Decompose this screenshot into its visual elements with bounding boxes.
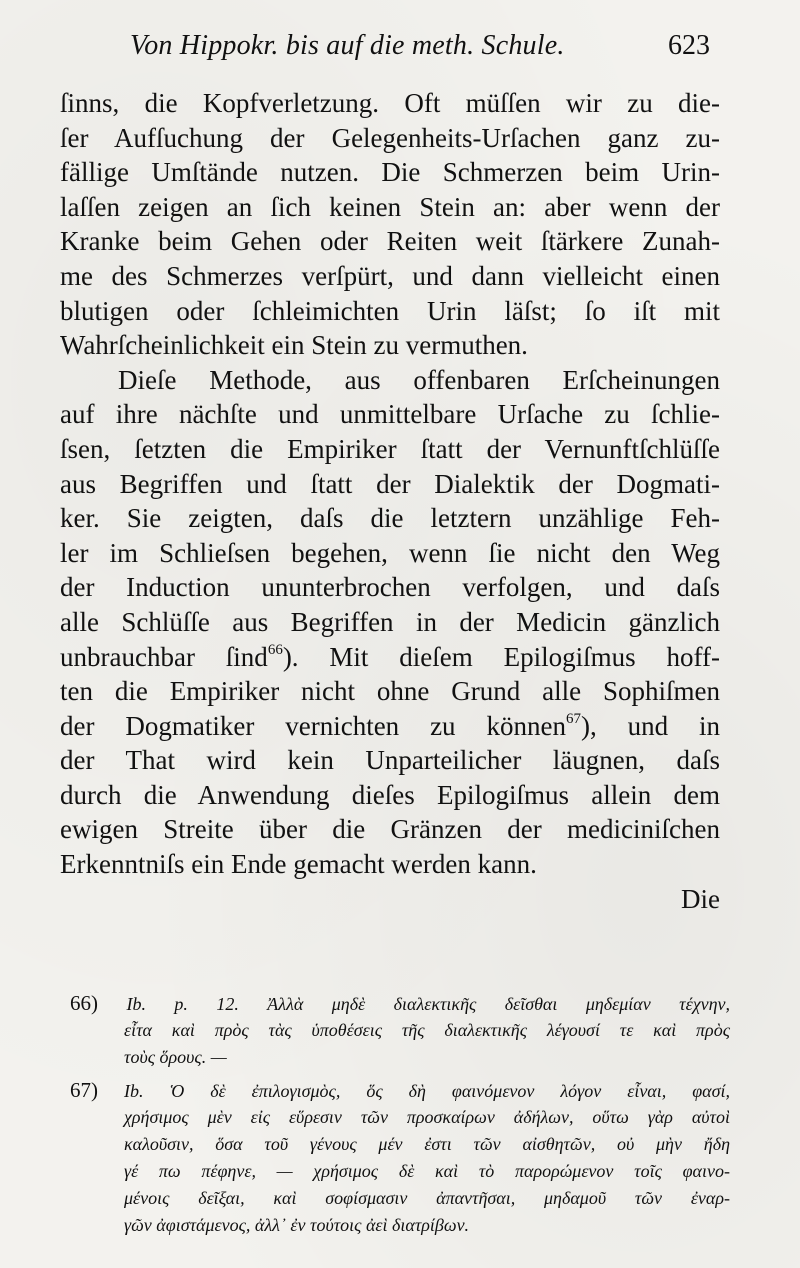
text-line: ler im Schlieſsen begehen, wenn ſie nicht den Weg xyxy=(60,537,720,568)
footnote-line: εἶτα καὶ πρὸς τὰς ὑποθέσεις τῆς διαλεκτικῆς λέγουσί τε καὶ πρὸς xyxy=(124,1020,730,1040)
text-line: laſſen zeigen an ſich keinen Stein an: aber wenn der xyxy=(60,191,720,222)
text-line xyxy=(60,640,720,675)
footnote-number: 67) xyxy=(70,1078,98,1102)
footnote-text: Ὁ δὲ ἐπιλογισμὸς, ὅς δὴ φαινόμενον λόγον εἶναι, φασί, xyxy=(169,1081,731,1101)
text-line: ten die Empiriker nicht ohne Grund alle Sophiſmen xyxy=(60,676,720,707)
text-line: alle Schlüſſe aus Begriffen in der Medicin gänzlich xyxy=(60,606,720,637)
text-line: Dieſe Methode, aus offenbaren Erſcheinungen xyxy=(118,364,720,395)
text-line: blutigen oder ſchleimichten Urin läſst; ſo iſt mit xyxy=(60,295,720,326)
footnote-line: χρήσιμος μὲν εἰς εὕρεσιν τῶν προσκαίρων ἀδήλων, οὕτω γὰρ αὐτοὶ xyxy=(124,1107,730,1127)
text-segment: ), und in xyxy=(580,710,720,741)
text-line: ewigen Streite über die Gränzen der mediciniſchen xyxy=(60,814,720,845)
footnote-text: Ἀλλὰ μηδὲ διαλεκτικῆς δεῖσθαι μηδεμίαν τέχνην, xyxy=(267,994,731,1014)
text-line: Erkenntniſs ein Ende gemacht werden kann. xyxy=(60,849,537,880)
text-segment: ). Mit dieſem Epilogiſmus hoff- xyxy=(282,641,721,672)
footnote-line: τοὺς ὅρους. — xyxy=(124,1047,227,1067)
text-line: auf ihre nächſte und unmittelbare Urſache zu ſchlie- xyxy=(60,399,720,430)
text-line: aus Begriffen und ſtatt der Dialektik der Dogmati- xyxy=(60,468,720,499)
text-line: ſinns, die Kopfverletzung. Oft müſſen wir zu die- xyxy=(60,88,720,118)
footnote-line: μένοις δεῖξαι, καὶ σοφίσμασιν ἀπαντῆσαι, μηδαμοῦ τῶν ἐναρ- xyxy=(124,1188,730,1208)
footnote-number: 66) xyxy=(70,991,98,1015)
catchword: Die xyxy=(681,883,720,914)
footnote-marker-67[interactable]: 67 xyxy=(565,710,581,727)
text-line: der That wird kein Unparteilicher läugnen, daſs xyxy=(60,745,720,776)
text-line: ker. Sie zeigten, daſs die letztern unzählige Feh- xyxy=(60,503,720,534)
running-title: Von Hippokr. bis auf die meth. Schule. xyxy=(130,30,565,61)
text-segment: unbrauchbar ſind xyxy=(60,641,268,672)
footnote-marker-66[interactable]: 66 xyxy=(267,641,283,658)
page-number: 623 xyxy=(668,30,710,61)
footnote-line: γέ πω πέφηνε, — χρήσιμος δὲ καὶ τὸ παρορώμενον τοῖς φαινο- xyxy=(124,1161,730,1181)
text-line: Kranke beim Gehen oder Reiten weit ſtärkere Zunah- xyxy=(60,226,720,257)
footnotes xyxy=(70,990,730,1245)
footnote-66 xyxy=(70,990,730,1071)
main-text xyxy=(60,86,720,916)
footnote-reference: Ib. xyxy=(123,1081,144,1101)
text-line: durch die Anwendung dieſes Epilogiſmus allein dem xyxy=(60,779,720,810)
footnote-line: γῶν ἀφιστάμενος, ἀλλ᾽ ἐν τούτοις ἀεὶ διατρίβων. xyxy=(124,1215,470,1235)
text-line: fällige Umſtände nutzen. Die Schmerzen beim Urin- xyxy=(60,157,720,188)
footnote-67 xyxy=(70,1077,730,1239)
text-line xyxy=(60,709,720,744)
text-line: me des Schmerzes verſpürt, und dann vielleicht einen xyxy=(60,260,720,291)
footnote-line xyxy=(70,1077,730,1104)
footnote-line xyxy=(70,990,730,1017)
text-line: Wahrſcheinlichkeit ein Stein zu vermuthen. xyxy=(60,330,528,361)
footnote-line: καλοῦσιν, ὅσα τοῦ γένους μέν ἐστι τῶν αἰσθητῶν, οὐ μὴν ἤδη xyxy=(124,1134,730,1154)
footnote-reference: Ib. p. 12. xyxy=(126,994,239,1014)
text-line: ſsen, ſetzten die Empiriker ſtatt der Vernunftſchlüſſe xyxy=(60,433,720,464)
text-line: der Induction ununterbrochen verfolgen, und daſs xyxy=(60,572,720,603)
page-header xyxy=(130,30,710,70)
text-segment: der Dogmatiker vernichten zu können xyxy=(60,710,566,741)
text-line: ſer Aufſuchung der Gelegenheits-Urſachen ganz zu- xyxy=(60,122,720,153)
